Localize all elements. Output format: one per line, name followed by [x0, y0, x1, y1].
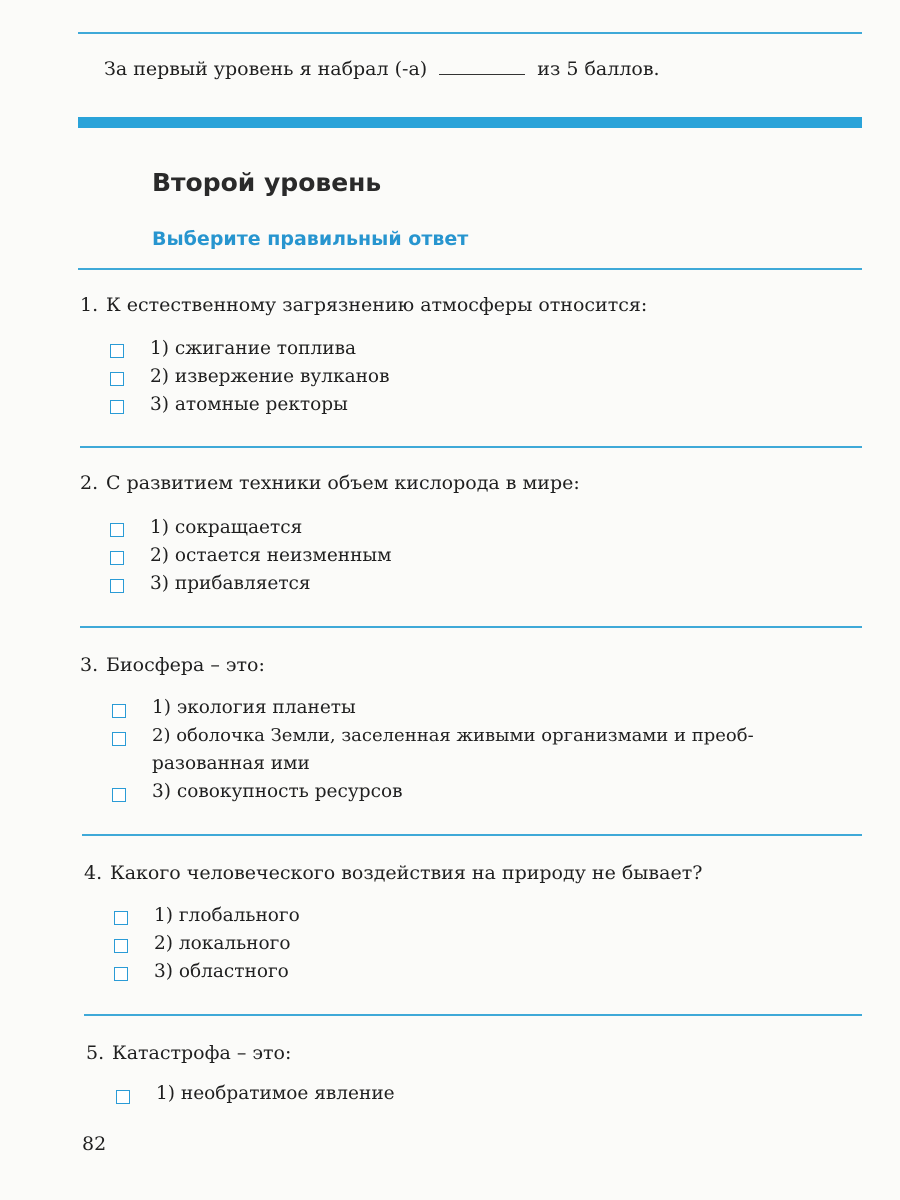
- q1-option-2: 2) извержение вулканов: [150, 366, 390, 387]
- checkbox-q1-option2[interactable]: [110, 372, 124, 386]
- checkbox-q3-option1[interactable]: [112, 704, 126, 718]
- question-text: С развитием техники объем кислорода в мире:: [106, 472, 580, 494]
- divider-3: [80, 626, 862, 628]
- q1-option-3: 3) атомные ректоры: [150, 394, 348, 415]
- q3-option-2-continued: разованная ими: [152, 753, 310, 774]
- section-title: Второй уровень: [152, 168, 382, 197]
- checkbox-q3-option2[interactable]: [112, 732, 126, 746]
- checkbox-q2-option3[interactable]: [110, 579, 124, 593]
- checkbox-q2-option1[interactable]: [110, 523, 124, 537]
- checkbox-q1-option1[interactable]: [110, 344, 124, 358]
- page-number: 82: [82, 1133, 107, 1155]
- divider-5: [84, 1014, 862, 1016]
- question-3: [80, 652, 265, 678]
- q4-option-2: 2) локального: [154, 933, 291, 954]
- q4-option-1: 1) глобального: [154, 905, 300, 926]
- score-text-before: За первый уровень я набрал (-а): [104, 58, 428, 80]
- question-number: 3.: [80, 654, 99, 676]
- section-divider: [78, 117, 862, 128]
- q1-option-1: 1) сжигание топлива: [150, 338, 357, 359]
- question-text: Биосфера – это:: [106, 654, 265, 676]
- checkbox-q5-option1[interactable]: [116, 1090, 130, 1104]
- question-4: [84, 860, 702, 886]
- question-5: [86, 1040, 291, 1066]
- checkbox-q4-option2[interactable]: [114, 939, 128, 953]
- score-line: [104, 58, 660, 80]
- q5-option-1: 1) необратимое явление: [156, 1083, 395, 1104]
- question-text: Какого человеческого воздействия на природу не бывает?: [110, 862, 703, 884]
- q2-option-2: 2) остается неизменным: [150, 545, 392, 566]
- q3-option-3: 3) совокупность ресурсов: [152, 781, 403, 802]
- q2-option-3: 3) прибавляется: [150, 573, 311, 594]
- question-number: 5.: [86, 1042, 105, 1064]
- question-text: К естественному загрязнению атмосферы относится:: [106, 294, 648, 316]
- question-number: 1.: [80, 294, 99, 316]
- checkbox-q4-option1[interactable]: [114, 911, 128, 925]
- question-2: [80, 470, 580, 496]
- checkbox-q2-option2[interactable]: [110, 551, 124, 565]
- q2-option-1: 1) сокращается: [150, 517, 303, 538]
- q4-option-3: 3) областного: [154, 961, 289, 982]
- section-instruction: Выберите правильный ответ: [152, 228, 469, 250]
- score-blank-field[interactable]: [439, 73, 525, 75]
- question-number: 4.: [84, 862, 103, 884]
- top-divider: [78, 32, 862, 34]
- score-text-after: из 5 баллов.: [537, 58, 660, 80]
- checkbox-q3-option3[interactable]: [112, 788, 126, 802]
- question-1: [80, 292, 647, 318]
- question-text: Катастрофа – это:: [112, 1042, 292, 1064]
- divider-1: [78, 268, 862, 270]
- q3-option-2: 2) оболочка Земли, заселенная живыми организмами и преоб-: [152, 725, 754, 746]
- checkbox-q1-option3[interactable]: [110, 400, 124, 414]
- divider-4: [82, 834, 862, 836]
- q3-option-1: 1) экология планеты: [152, 697, 356, 718]
- question-number: 2.: [80, 472, 99, 494]
- divider-2: [80, 446, 862, 448]
- checkbox-q4-option3[interactable]: [114, 967, 128, 981]
